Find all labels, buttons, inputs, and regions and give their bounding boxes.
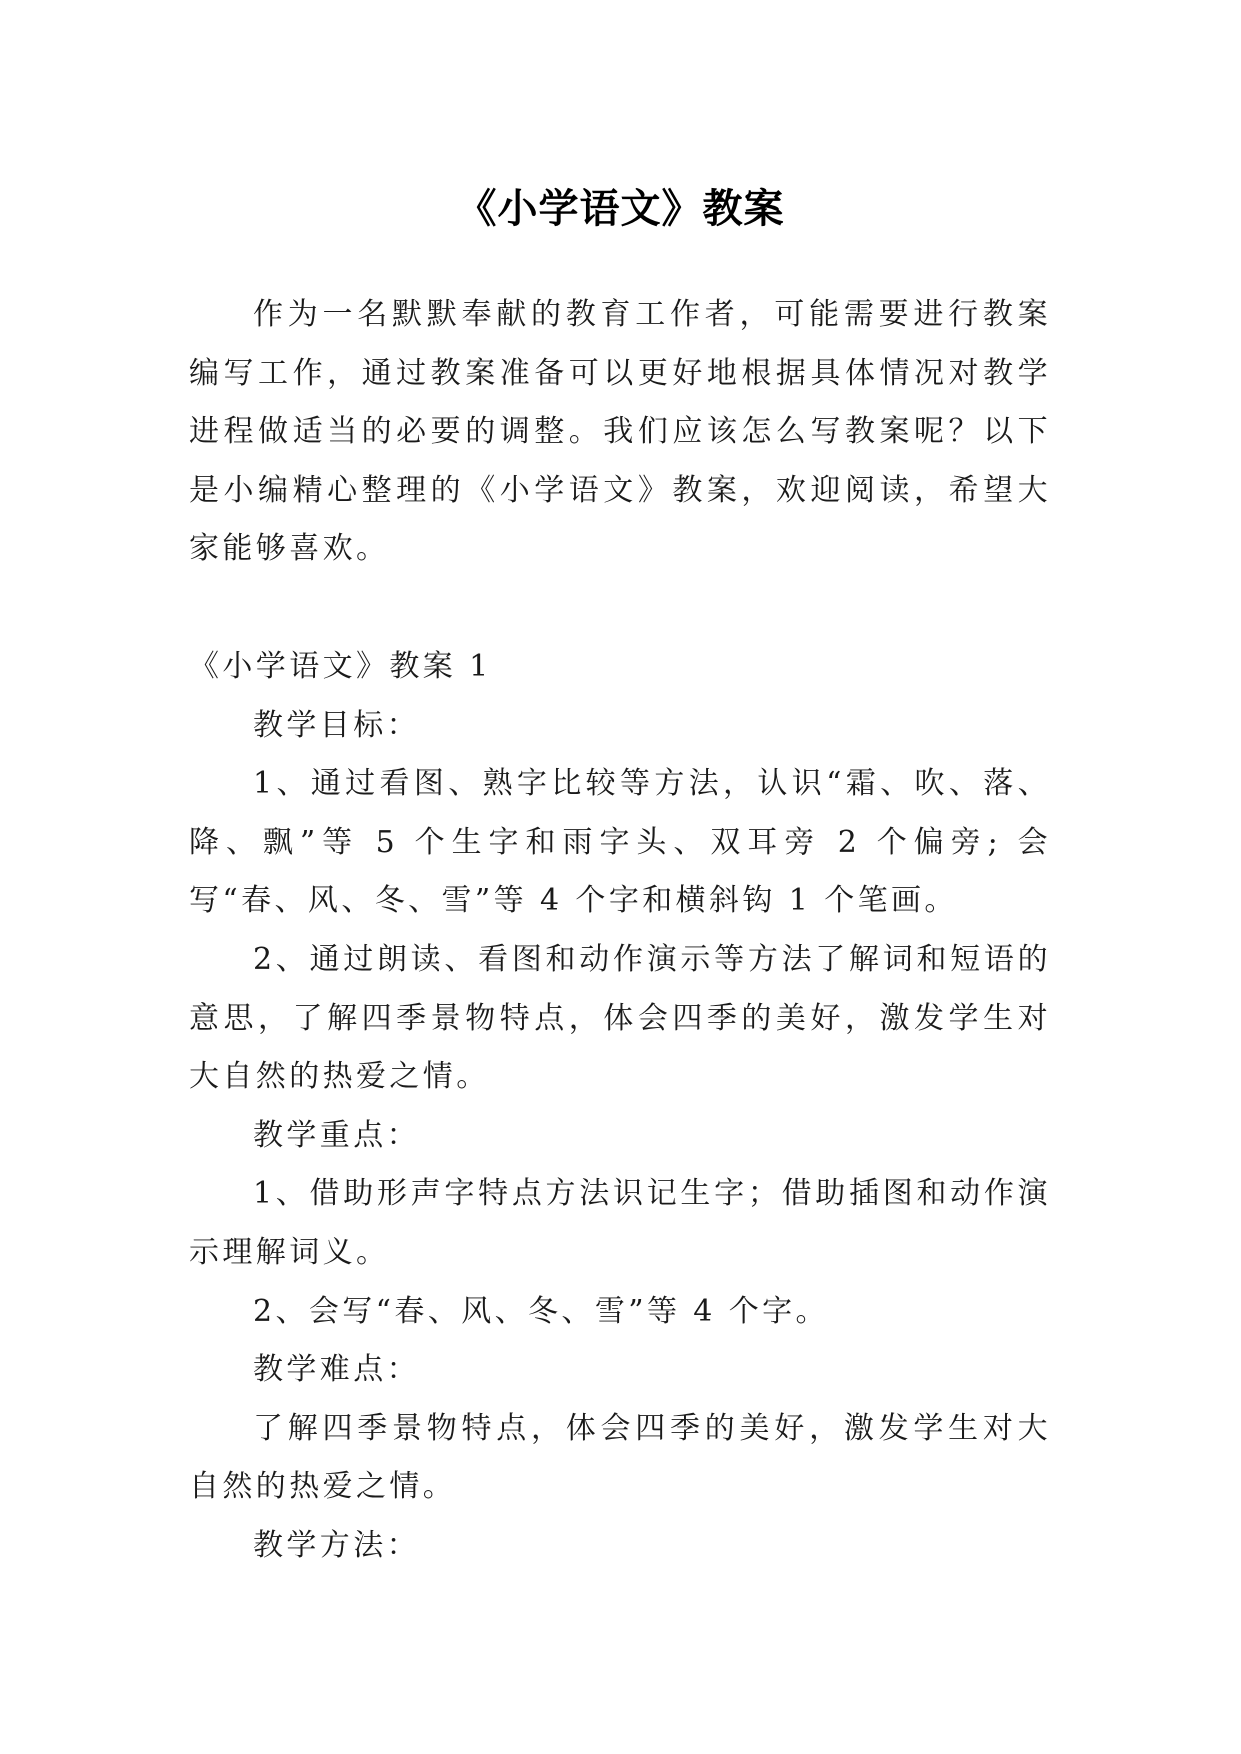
subheading-teaching-goals: 教学目标： <box>253 707 420 743</box>
goal-item-2: 2、通过朗读、看图和动作演示等方法了解词和短语的意思，了解四季景物特点，体会四季的美好，激发学生对大自然的热爱之情。 <box>189 941 1051 1095</box>
page-title: 《小学语文》教案 <box>456 185 785 232</box>
intro-paragraph: 作为一名默默奉献的教育工作者，可能需要进行教案编写工作，通过教案准备可以更好地根据具体情况对教学进程做适当的必要的调整。我们应该怎么写教案呢？以下是小编精心整理的《小学语文》教案，欢迎阅读，希望大家能够喜欢。 <box>189 297 1051 567</box>
key-point-item-2: 2、会写“春、风、冬、雪”等 4 个字。 <box>253 1293 829 1329</box>
goal-item-1: 1、通过看图、熟字比较等方法，认识“霜、吹、落、降、飘”等 5 个生字和雨字头、双耳旁 2 个偏旁; 会写“春、风、冬、雪”等 4 个字和横斜钩 1 个笔画。 <box>189 766 1051 919</box>
intro-section <box>189 286 1051 579</box>
subheading-key-points: 教学重点： <box>253 1117 420 1153</box>
key-point-item-1: 1、借助形声字特点方法识记生字；借助插图和动作演示理解词义。 <box>189 1176 1051 1270</box>
subheading-difficulties: 教学难点： <box>253 1352 420 1388</box>
section-heading: 《小学语文》教案 1 <box>189 649 492 684</box>
difficulty-item: 了解四季景物特点，体会四季的美好，激发学生对大自然的热爱之情。 <box>189 1410 1051 1505</box>
lesson-plan-section <box>189 638 1051 1576</box>
subheading-teaching-methods: 教学方法： <box>253 1527 420 1563</box>
